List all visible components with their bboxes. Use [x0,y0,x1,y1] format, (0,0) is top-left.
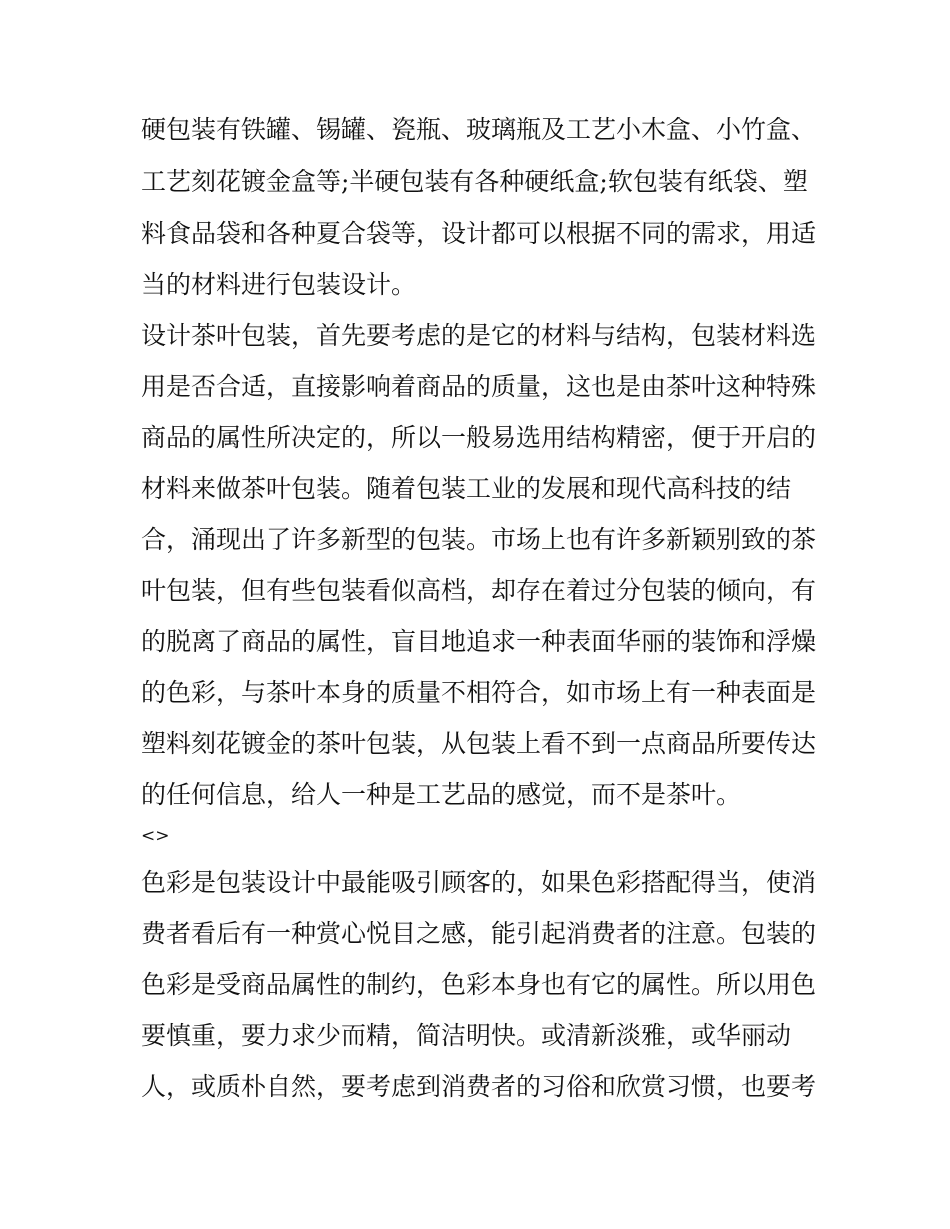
text-line: 用是否合适，直接影响着商品的质量，这也是由茶叶这种特殊 [141,372,817,401]
text-line: 的任何信息，给人一种是工艺品的感觉，而不是茶叶。 [141,780,742,809]
text-line: 硬包装有铁罐、锡罐、瓷瓶、玻璃瓶及工艺小木盒、小竹盒、 [141,115,817,144]
text-line: 的色彩，与茶叶本身的质量不相符合，如市场上有一种表面是 [141,678,817,707]
text-line: 的脱离了商品的属性，盲目地追求一种表面华丽的装饰和浮燥 [141,627,817,656]
text-line: 叶包装，但有些包装看似高档，却存在着过分包装的倾向，有 [141,576,817,605]
section-marker: <> [141,826,170,846]
text-line: 料食品袋和各种夏合袋等，设计都可以根据不同的需求，用适 [141,219,817,248]
text-line: 工艺刻花镀金盒等;半硬包装有各种硬纸盒;软包装有纸袋、塑 [141,167,808,196]
text-line: 色彩是受商品属性的制约，色彩本身也有它的属性。所以用色 [141,970,817,999]
text-line: 人，或质朴自然，要考虑到消费者的习俗和欣赏习惯，也要考 [141,1072,817,1101]
text-line: 合，涌现出了许多新型的包装。市场上也有许多新颖别致的茶 [141,525,817,554]
text-line: 当的材料进行包装设计。 [141,270,417,299]
text-line: 要慎重，要力求少而精，简洁明快。或清新淡雅，或华丽动 [141,1021,792,1050]
text-line: 费者看后有一种赏心悦目之感，能引起消费者的注意。包装的 [141,919,817,948]
text-line: 色彩是包装设计中最能吸引顾客的，如果色彩搭配得当，使消 [141,868,817,897]
text-line: 商品的属性所决定的，所以一般易选用结构精密，便于开启的 [141,423,817,452]
text-line: 塑料刻花镀金的茶叶包装，从包装上看不到一点商品所要传达 [141,729,817,758]
text-line: 材料来做茶叶包装。随着包装工业的发展和现代高科技的结 [141,474,792,503]
text-line: 设计茶叶包装，首先要考虑的是它的材料与结构，包装材料选 [141,321,817,350]
